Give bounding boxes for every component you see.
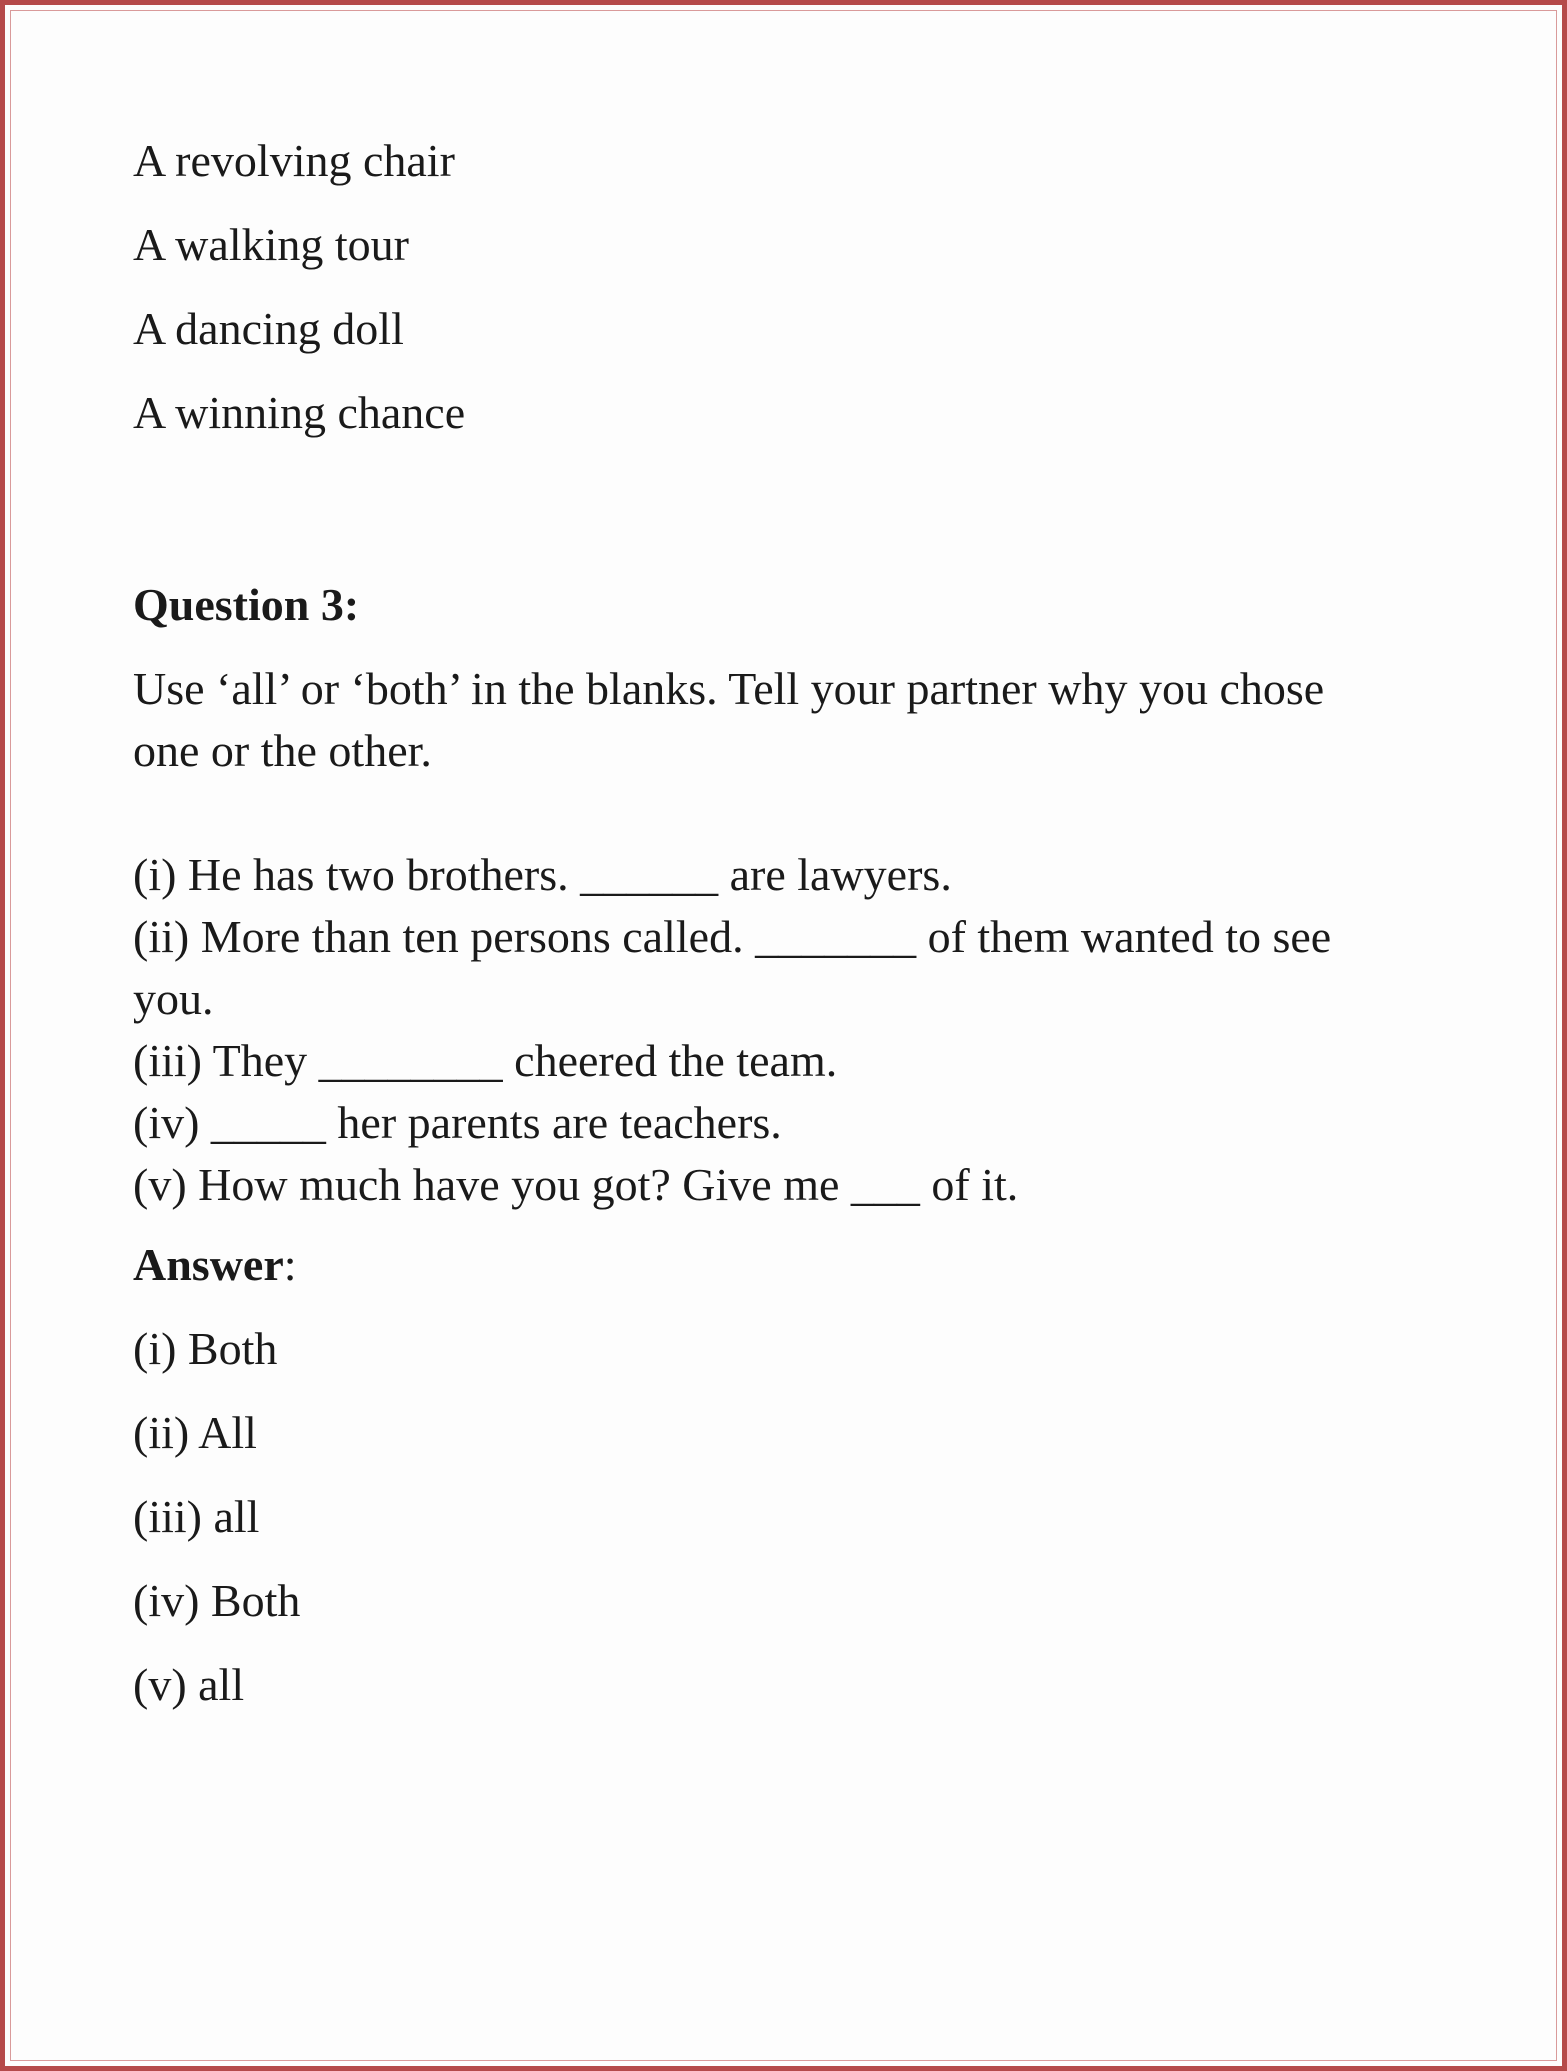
answer-item: (v) all xyxy=(133,1659,245,1710)
question-heading: Question 3: xyxy=(133,579,360,630)
phrase-item: A walking tour xyxy=(133,219,409,270)
answer-item: (i) Both xyxy=(133,1323,278,1374)
answer-heading-label: Answer xyxy=(133,1239,284,1290)
question-instruction: Use ‘all’ or ‘both’ in the blanks. Tell your partner why you chose one or the other. xyxy=(133,663,1325,776)
question-item: (iv) _____ her parents are teachers. xyxy=(133,1097,782,1148)
question-item: (ii) More than ten persons called. _______ of them wanted to see you. xyxy=(133,911,1332,1024)
answer-item: (ii) All xyxy=(133,1407,257,1458)
phrase-item: A revolving chair xyxy=(133,135,455,186)
phrase-item: A winning chance xyxy=(133,387,466,438)
answer-item: (iv) Both xyxy=(133,1575,301,1626)
answer-heading-colon: : xyxy=(283,1239,297,1290)
question-item: (iii) They ________ cheered the team. xyxy=(133,1035,838,1086)
section-spacer xyxy=(133,466,1393,574)
question-item: (i) He has two brothers. ______ are lawyers. xyxy=(133,849,952,900)
answer-heading xyxy=(133,1234,1393,1296)
answer-item: (iii) all xyxy=(133,1491,260,1542)
question-item: (v) How much have you got? Give me ___ of it. xyxy=(133,1159,1019,1210)
phrase-item: A dancing doll xyxy=(133,303,404,354)
document-content xyxy=(133,130,1393,1738)
section-spacer xyxy=(133,782,1393,844)
